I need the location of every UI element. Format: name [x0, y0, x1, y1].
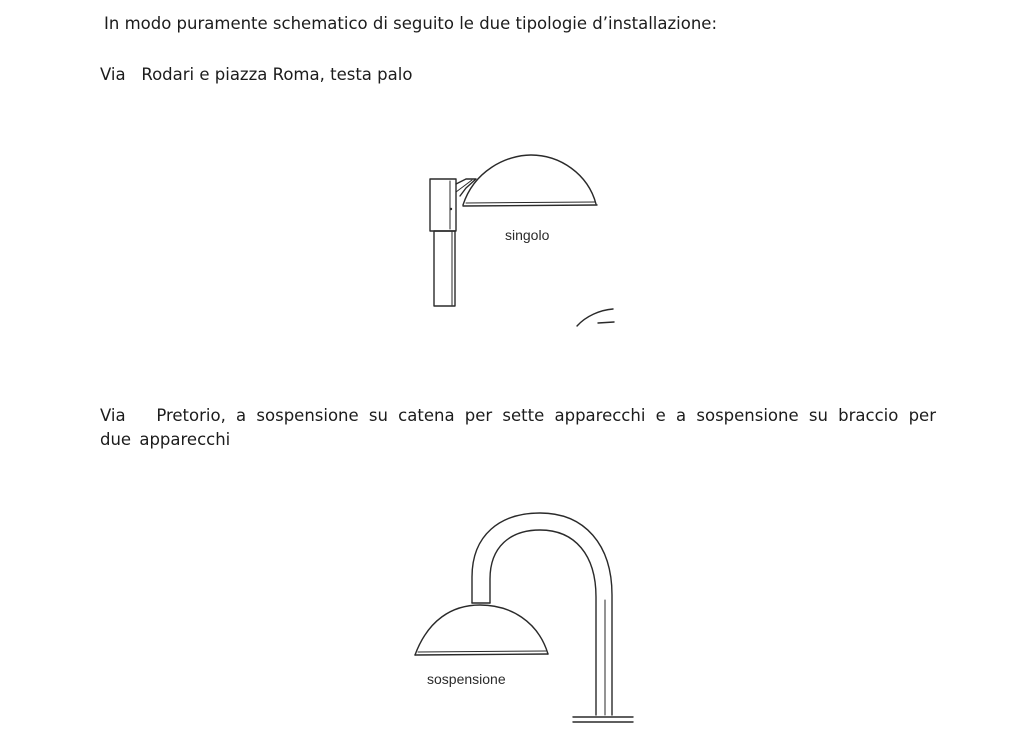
- stray-pen-mark-2: [598, 322, 614, 323]
- arm-suspension-lamp-figure: [400, 505, 650, 735]
- figure-caption-sospensione: sospensione: [427, 671, 506, 687]
- lamp-base-line: [463, 205, 597, 206]
- section2-heading: Via Pretorio, a sospensione su catena per sette apparecchi e a sospensione su braccio per due apparecchi: [100, 406, 945, 449]
- lamp-arm-connector: [456, 179, 476, 196]
- intro-paragraph: In modo puramente schematico di seguito le due tipologie d’installazione:: [104, 14, 718, 33]
- pole-top-lamp-figure: [400, 140, 640, 340]
- stray-pen-mark: [577, 309, 613, 326]
- bracket-screw: [450, 208, 452, 210]
- lamp-dome: [415, 605, 548, 655]
- lamp-dome: [463, 155, 596, 205]
- lamp-base-line: [415, 654, 548, 655]
- lamp-base-inner-line: [466, 202, 595, 203]
- figure-caption-singolo: singolo: [505, 227, 550, 243]
- section1-heading: Via Rodari e piazza Roma, testa palo: [100, 65, 413, 84]
- pole-bracket-box: [430, 179, 456, 231]
- lamp-base-inner-line: [418, 651, 546, 652]
- arm-inner-line: [490, 530, 596, 715]
